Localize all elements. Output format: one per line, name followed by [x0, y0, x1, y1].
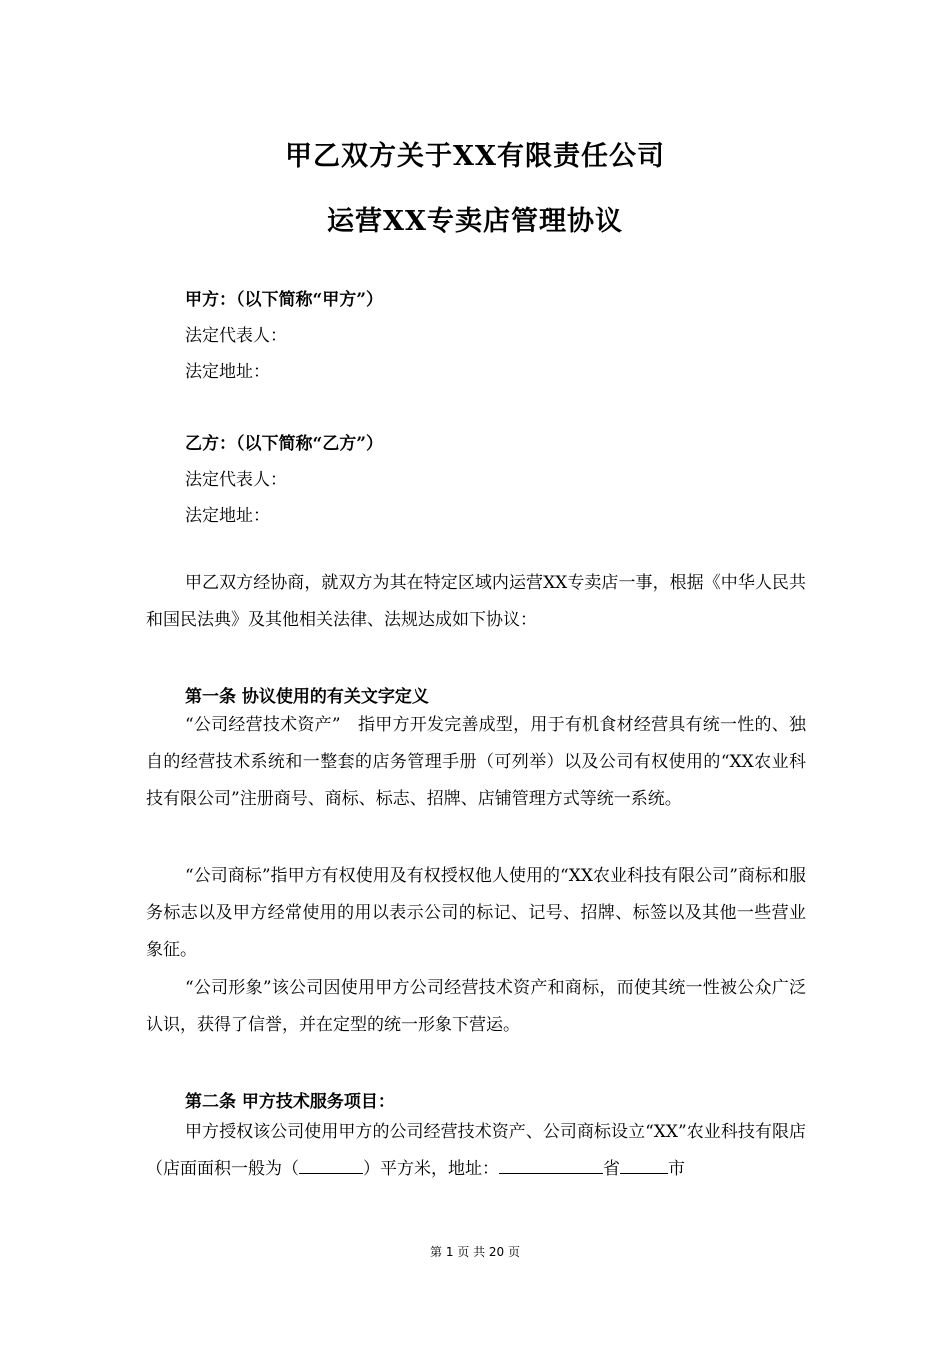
article2-heading: 第二条 甲方技术服务项目：: [185, 1092, 395, 1112]
party-b-heading: 乙方：（以下简称“乙方”）: [185, 434, 384, 454]
article1-paragraph-3: “公司形象”该公司因使用甲方公司经营技术资产和商标，而使其统一性被公众广泛认识，获得了信誉，并在定型的统一形象下营运。: [146, 978, 806, 1035]
article2-text-part2: ）平方米，地址：: [363, 1159, 499, 1179]
party-a-rep: 法定代表人：: [185, 326, 287, 346]
article1-heading: 第一条 协议使用的有关文字定义: [185, 687, 429, 707]
address-blank-field: [499, 1159, 603, 1174]
party-a-address: 法定地址：: [185, 362, 270, 382]
party-b-address: 法定地址：: [185, 506, 270, 526]
city-blank-field: [620, 1159, 668, 1174]
document-title-line1: 甲乙双方关于XX有限责任公司: [285, 141, 665, 172]
party-a-heading: 甲方：（以下简称“甲方”）: [185, 290, 384, 310]
article2-text-city: 市: [668, 1159, 685, 1179]
page-footer: 第 1 页 共 20 页: [430, 1245, 520, 1259]
article1-paragraph-2: “公司商标”指甲方有权使用及有权授权他人使用的“XX农业科技有限公司”商标和服务标志以及甲方经常使用的用以表示公司的标记、记号、招牌、标签以及其他一些营业象征。: [146, 866, 806, 960]
article1-paragraph-1: “公司经营技术资产” 指甲方开发完善成型，用于有机食材经营具有统一性的、独自的经营技术系统和一整套的店务管理手册（可列举）以及公司有权使用的“XX农业科技有限公司”注册商号、商标、标志、招牌、店铺管理方式等统一系统。: [146, 715, 806, 809]
document-title-line2: 运营XX专卖店管理协议: [327, 206, 623, 237]
party-b-rep: 法定代表人：: [185, 470, 287, 490]
article2-text-province: 省: [603, 1159, 620, 1179]
article2-paragraph-1: [146, 1114, 806, 1188]
area-blank-field: [299, 1159, 363, 1174]
article2-text-part1: 甲方授权该公司使用甲方的公司经营技术资产、公司商标设立“XX”农业科技有限店（店面面积一般为（: [146, 1122, 806, 1179]
intro-paragraph: 甲乙双方经协商，就双方为其在特定区域内运营XX专卖店一事，根据《中华人民共和国民法典》及其他相关法律、法规达成如下协议：: [146, 573, 806, 630]
